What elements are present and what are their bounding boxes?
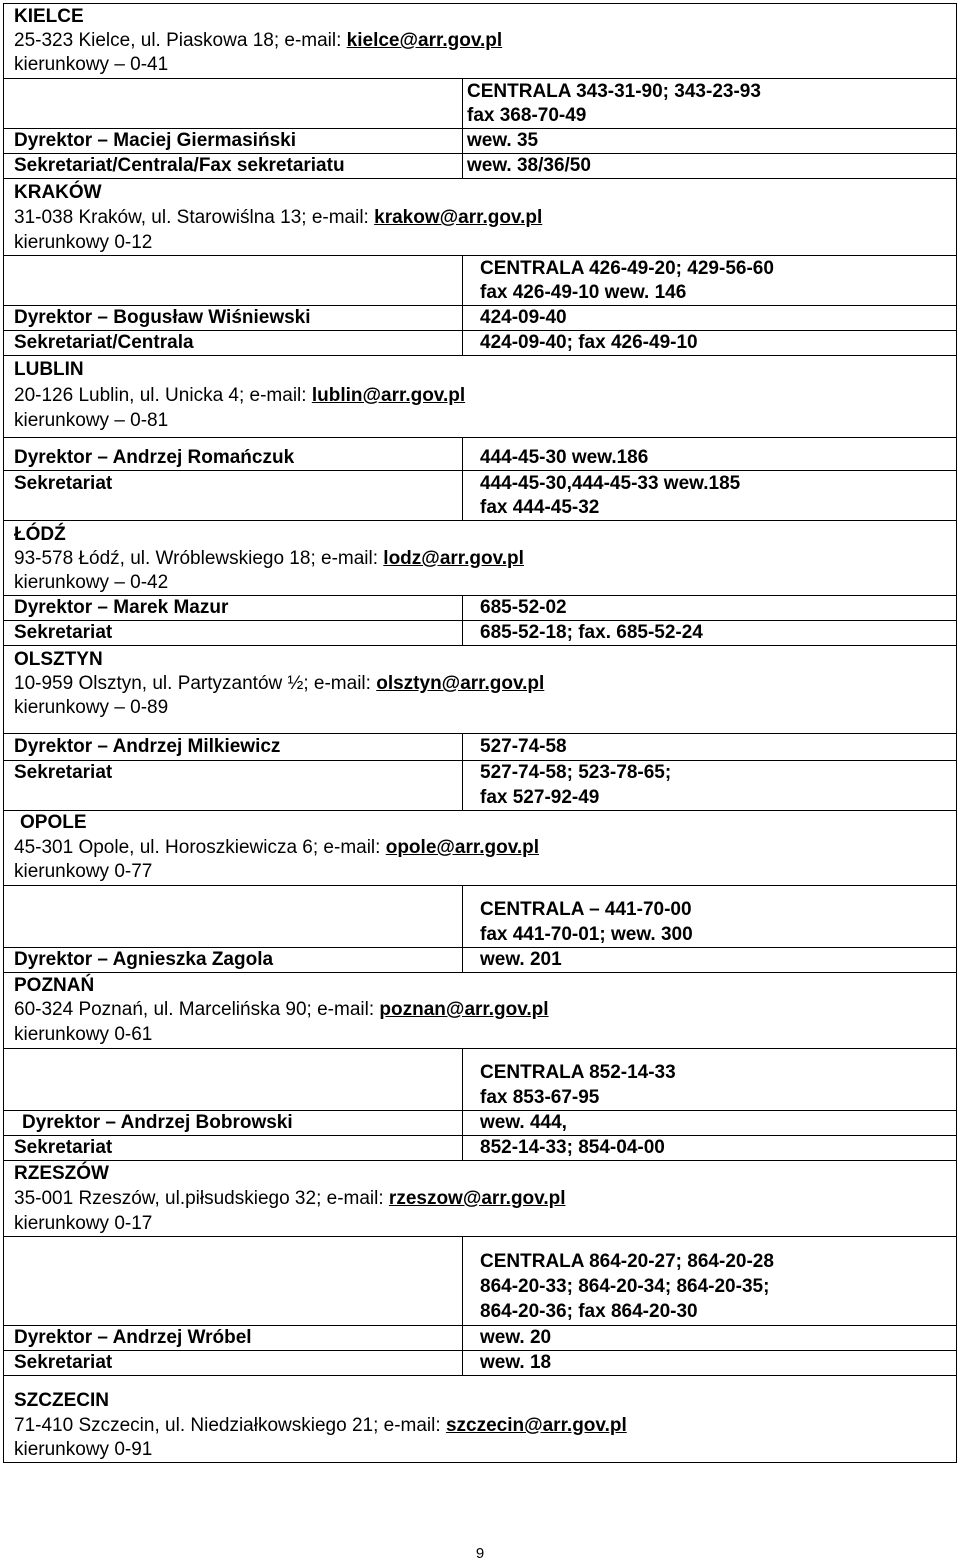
city-heading: RZESZÓW [14,1163,109,1184]
divider [3,1375,957,1376]
central-fax: fax 853-67-95 [480,1087,600,1108]
area-code: kierunkowy – 0-81 [14,410,169,431]
director-phone: wew. 35 [467,130,539,151]
area-code: kierunkowy – 0-42 [14,572,169,593]
address-text: 60-324 Poznań, ul. Marcelińska 90; e-mail: [14,999,380,1020]
city-heading: OPOLE [20,812,87,833]
email-link[interactable]: poznan@arr.gov.pl [379,999,549,1020]
central-fax: fax 368-70-49 [467,105,587,126]
area-code: kierunkowy – 0-89 [14,697,169,718]
secretariat-label: Sekretariat [14,473,113,494]
secretariat-label: Sekretariat [14,1137,113,1158]
address-text: 71-410 Szczecin, ul. Niedziałkowskiego 21; e-mail: [14,1415,446,1436]
divider [3,178,957,179]
secretariat-phone: 685-52-18; fax. 685-52-24 [480,622,703,643]
email-link[interactable]: rzeszow@arr.gov.pl [388,1188,566,1209]
city-address [14,29,502,53]
divider [3,520,957,521]
city-address [14,836,539,860]
central-phone-extra: 864-20-33; 864-20-34; 864-20-35; [480,1276,770,1297]
central-phone: CENTRALA – 441-70-00 [480,899,692,920]
city-address [14,384,465,408]
column-divider [462,733,463,810]
director-label: Dyrektor – Andrzej Romańczuk [14,447,295,468]
central-fax: fax 426-49-10 wew. 146 [480,282,687,303]
email-link[interactable]: lublin@arr.gov.pl [311,385,466,406]
director-label: Dyrektor – Andrzej Bobrowski [22,1112,293,1133]
divider [3,437,957,438]
secretariat-phone: 424-09-40; fax 426-49-10 [480,332,698,353]
secretariat-phone: 852-14-33; 854-04-00 [480,1137,665,1158]
divider [3,645,957,646]
director-label: Dyrektor – Andrzej Milkiewicz [14,736,281,757]
email-link[interactable]: szczecin@arr.gov.pl [445,1415,627,1436]
divider [3,810,957,811]
email-link[interactable]: opole@arr.gov.pl [385,837,540,858]
central-phone-fax: 864-20-36; fax 864-20-30 [480,1301,698,1322]
address-text: 10-959 Olsztyn, ul. Partyzantów ½; e-mail: [14,673,377,694]
divider [3,255,957,256]
secretariat-label: Sekretariat/Centrala/Fax sekretariatu [14,155,345,176]
divider [3,78,957,79]
city-heading: KIELCE [14,6,84,27]
central-phone: CENTRALA 343-31-90; 343-23-93 [467,81,761,102]
email-link[interactable]: lodz@arr.gov.pl [383,548,524,569]
divider [3,1160,957,1161]
email-link[interactable]: krakow@arr.gov.pl [374,207,543,228]
secretariat-label: Sekretariat/Centrala [14,332,194,353]
secretariat-label: Sekretariat [14,762,113,783]
central-phone: CENTRALA 864-20-27; 864-20-28 [480,1251,774,1272]
central-phone: CENTRALA 852-14-33 [480,1062,676,1083]
secretariat-phone: wew. 18 [480,1352,552,1373]
city-address [14,547,524,571]
column-divider [462,437,463,520]
secretariat-label: Sekretariat [14,622,113,643]
column-divider [462,595,463,645]
city-heading: KRAKÓW [14,182,102,203]
director-phone: 424-09-40 [480,307,567,328]
director-phone: wew. 444, [480,1112,567,1133]
city-heading: ŁÓDŹ [14,524,66,545]
area-code: kierunkowy 0-77 [14,861,153,882]
column-divider [462,78,463,178]
address-text: 20-126 Lublin, ul. Unicka 4; e-mail: [14,385,312,406]
city-address [14,998,549,1022]
director-phone: 527-74-58 [480,736,567,757]
director-phone: 444-45-30 wew.186 [480,447,649,468]
director-phone: wew. 20 [480,1327,552,1348]
city-address [14,672,544,696]
secretariat-label: Sekretariat [14,1352,113,1373]
area-code: kierunkowy 0-61 [14,1024,153,1045]
area-code: kierunkowy 0-12 [14,232,153,253]
email-link[interactable]: olsztyn@arr.gov.pl [376,673,545,694]
divider [3,1048,957,1049]
director-label: Dyrektor – Andrzej Wróbel [14,1327,252,1348]
divider [3,972,957,973]
city-heading: LUBLIN [14,359,84,380]
area-code: kierunkowy – 0-41 [14,54,169,75]
director-phone: 685-52-02 [480,597,567,618]
director-label: Dyrektor – Bogusław Wiśniewski [14,307,311,328]
divider [3,1236,957,1237]
director-label: Dyrektor – Agnieszka Zagola [14,949,274,970]
address-text: 45-301 Opole, ul. Horoszkiewicza 6; e-mail: [14,837,386,858]
secretariat-phone: 527-74-58; 523-78-65; [480,762,672,783]
secretariat-phone: wew. 38/36/50 [467,155,591,176]
column-divider [462,1048,463,1160]
city-address [14,206,542,230]
divider [3,470,957,471]
divider [3,885,957,886]
secretariat-phone: 444-45-30,444-45-33 wew.185 [480,473,741,494]
director-label: Dyrektor – Maciej Giermasiński [14,130,296,151]
divider [3,733,957,734]
area-code: kierunkowy 0-91 [14,1439,153,1460]
area-code: kierunkowy 0-17 [14,1213,153,1234]
column-divider [462,885,463,972]
email-link[interactable]: kielce@arr.gov.pl [346,30,503,51]
central-phone: CENTRALA 426-49-20; 429-56-60 [480,258,774,279]
address-text: 93-578 Łódź, ul. Wróblewskiego 18; e-mail: [14,548,384,569]
address-text: 25-323 Kielce, ul. Piaskowa 18; e-mail: [14,30,347,51]
address-text: 35-001 Rzeszów, ul.piłsudskiego 32; e-mail: [14,1188,389,1209]
director-phone: wew. 201 [480,949,562,970]
address-text: 31-038 Kraków, ul. Starowiślna 13; e-mail: [14,207,375,228]
secretariat-fax: fax 527-92-49 [480,787,600,808]
city-address [14,1187,565,1211]
city-heading: POZNAŃ [14,975,95,996]
director-label: Dyrektor – Marek Mazur [14,597,229,618]
page-number: 9 [475,1545,485,1562]
column-divider [462,1236,463,1375]
city-address [14,1414,627,1438]
secretariat-fax: fax 444-45-32 [480,497,600,518]
divider [3,355,957,356]
city-heading: OLSZTYN [14,649,103,670]
city-heading: SZCZECIN [14,1390,109,1411]
central-fax: fax 441-70-01; wew. 300 [480,924,693,945]
column-divider [462,255,463,355]
